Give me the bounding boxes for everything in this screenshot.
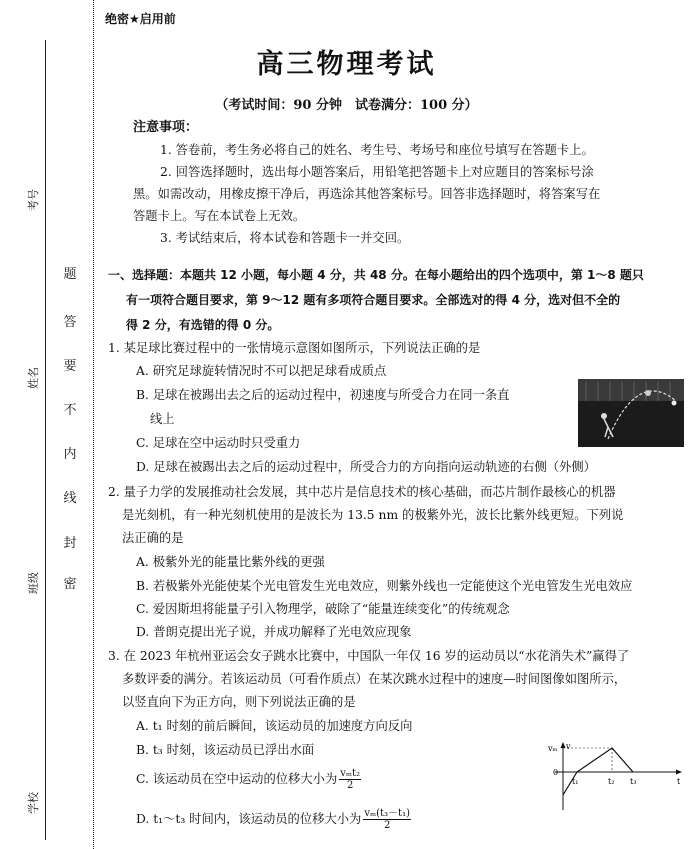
t-axis-arrow	[676, 770, 682, 775]
seal-char: 封	[63, 536, 77, 551]
velocity-time-graph	[545, 740, 685, 815]
q2-stem: 2. 量子力学的发展推动社会发展，其中芯片是信息技术的核心基础，而芯片制作最核心的机器	[108, 485, 616, 499]
label-school: 学校	[27, 792, 40, 814]
binding-margin	[0, 0, 100, 849]
q3-option-c-text: C. 该运动员在空中运动的位移大小为	[136, 772, 338, 786]
q1-stem: 1. 某足球比赛过程中的一张情境示意图如图所示，下列说法正确的是	[108, 341, 481, 355]
q3-option-c	[136, 768, 363, 791]
label-exam-no: 考号	[27, 189, 40, 211]
label-v: v	[566, 742, 571, 751]
fraction-numerator: vₘt₂	[340, 768, 361, 779]
label-vm: vₘ	[548, 744, 558, 753]
q3-stem: 3. 在 2023 年杭州亚运会女子跳水比赛中，中国队一年仅 16 岁的运动员以“水花消失术”赢得了	[108, 649, 630, 663]
secret-mark: 绝密★启用前	[105, 12, 176, 26]
section-intro: 一、选择题：本题共 12 小题，每小题 4 分，共 48 分。在每小题给出的四个选项中，第 1～8 题只	[108, 268, 644, 282]
margin-line-outer	[45, 40, 46, 840]
section-intro: 得 2 分，有选错的得 0 分。	[126, 318, 280, 332]
q2-stem: 法正确的是	[122, 531, 184, 545]
q1-option-d: D. 足球在被踢出去之后的运动过程中，所受合力的方向指向运动轨迹的右侧（外侧）	[136, 460, 596, 474]
q1-option-a: A. 研究足球旋转情况时不可以把足球看成质点	[136, 364, 387, 378]
seal-char: 密	[63, 577, 77, 592]
fraction-denominator: 2	[383, 820, 391, 831]
section-intro: 有一项符合题目要求，第 9～12 题有多项符合题目要求。全部选对的得 4 分，选对但不全的	[126, 293, 621, 307]
notes-line: 2. 回答选择题时，选出每小题答案后，用铅笔把答题卡上对应题目的答案标号涂	[160, 165, 594, 179]
q2-option-a: A. 极紫外光的能量比紫外线的更强	[136, 555, 325, 569]
seal-char: 答	[63, 315, 77, 330]
q2-option-d: D. 普朗克提出光子说，并成功解释了光电效应现象	[136, 625, 412, 639]
q2-option-c: C. 爱因斯坦将能量子引入物理学，破除了“能量连续变化”的传统观念	[136, 602, 510, 616]
v-axis-arrow	[561, 742, 566, 748]
football-scene-image	[578, 379, 684, 447]
page-title: 高三物理考试	[256, 49, 437, 80]
q3-option-d-text: D. t₁～t₃ 时间内，该运动员的位移大小为	[136, 812, 362, 826]
notes-line: 答题卡上。写在本试卷上无效。	[133, 209, 306, 223]
q3-stem: 多数评委的满分。若该运动员（可看作质点）在某次跳水过程中的速度—时间图像如图所示，	[122, 672, 627, 686]
fraction-numerator: vₘ(t₃－t₁)	[364, 808, 410, 819]
q3-option-b: B. t₃ 时刻，该运动员已浮出水面	[136, 743, 315, 757]
q2-option-b: B. 若极紫外光能使某个光电管发生光电效应，则紫外线也一定能使这个光电管发生光电效应	[136, 579, 633, 593]
exam-info: （考试时间：90 分钟 试卷满分：100 分）	[215, 98, 478, 113]
notes-heading: 注意事项：	[133, 120, 199, 135]
q3-option-a: A. t₁ 时刻的前后瞬间，该运动员的加速度方向反向	[136, 719, 413, 733]
seal-char: 内	[63, 447, 77, 462]
q1-option-b-cont: 线上	[150, 412, 175, 426]
fraction	[339, 768, 361, 791]
label-name: 姓名	[27, 367, 40, 389]
seal-char: 不	[63, 403, 77, 418]
margin-line-inner	[93, 0, 94, 849]
seal-char: 要	[63, 359, 77, 374]
label-t: t	[677, 777, 681, 786]
seal-char: 题	[63, 267, 77, 282]
notes-line: 3. 考试结束后，将本试卷和答题卡一并交回。	[160, 231, 410, 245]
notes-line: 黑。如需改动，用橡皮擦干净后，再选涂其他答案标号。回答非选择题时，将答案写在	[133, 187, 601, 201]
label-t2: t₂	[608, 777, 615, 786]
fraction	[363, 808, 411, 831]
q1-option-b: B. 足球在被踢出去之后的运动过程中，初速度与所受合力在同一条直	[136, 388, 510, 402]
label-origin: 0	[553, 768, 559, 777]
seal-char: 线	[63, 491, 77, 506]
q3-stem: 以竖直向下为正方向，则下列说法正确的是	[122, 695, 356, 709]
label-t3: t₃	[630, 777, 637, 786]
label-t1: t₁	[572, 777, 579, 786]
q2-stem: 是光刻机，有一种光刻机使用的是波长为 13.5 nm 的极紫外光，波长比紫外线更短。下列说	[122, 508, 624, 522]
notes-line: 1. 答卷前，考生务必将自己的姓名、考生号、考场号和座位号填写在答题卡上。	[160, 143, 594, 157]
q1-option-c: C. 足球在空中运动时只受重力	[136, 436, 301, 450]
fraction-denominator: 2	[346, 780, 354, 791]
label-class: 班级	[27, 572, 40, 594]
q3-option-d	[136, 808, 413, 831]
